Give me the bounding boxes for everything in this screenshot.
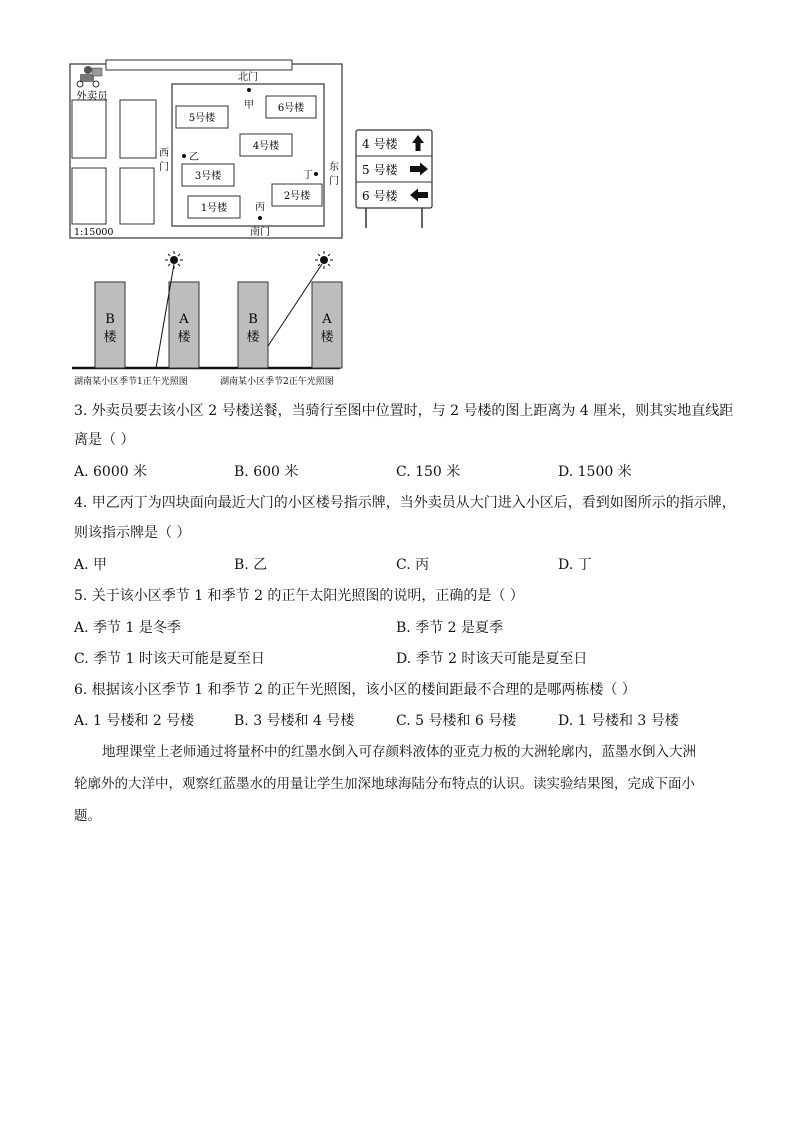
question-6-line-1: 6. 根据该小区季节 1 和季节 2 的正午光照图，该小区的楼间距最不合理的是哪两栋楼（ ） [74,682,636,698]
question-3-line-2: 离是（ ） [74,432,135,448]
sun-icon [165,251,183,269]
signboard-row-3: 6 号楼 [362,189,398,203]
q4-option-d[interactable]: D. 丁 [558,557,592,573]
point-jia-label: 甲 [244,100,254,111]
question-4-line-2: 则该指示牌是（ ） [74,525,191,541]
passage-line-2: 轮廓外的大洋中，观察红蓝墨水的用量让学生加深地球海陆分布特点的认识。读实验结果图，完成下面小 [74,776,695,792]
q5-option-d[interactable]: D. 季节 2 时该天可能是夏至日 [396,651,588,667]
point-jia-dot [247,88,251,92]
point-ding-dot [314,172,318,176]
svg-text:A: A [179,312,189,327]
question-4-line-1: 4. 甲乙丙丁为四块面向最近大门的小区楼号指示牌，当外卖员从大门进入小区后，看到如图所示的指示牌， [74,495,736,511]
north-gate-label: 北门 [238,72,258,83]
season1-caption: 湖南某小区季节1正午光照图 [74,377,188,387]
q3-option-c[interactable]: C. 150 米 [396,464,461,480]
q3-option-a[interactable]: A. 6000 米 [74,464,148,480]
svg-text:A: A [322,312,332,327]
noon-sun-diagrams [68,246,368,392]
passage-line-3: 题。 [74,808,101,824]
signboard-row-2: 5 号楼 [362,163,398,177]
q4-option-a[interactable]: A. 甲 [74,557,108,573]
q6-option-a[interactable]: A. 1 号楼和 2 号楼 [74,713,195,729]
building-3-label: 3号楼 [194,171,222,182]
q6-option-b[interactable]: B. 3 号楼和 4 号楼 [234,713,355,729]
block-left-3 [72,168,106,224]
building-signboard [354,128,434,230]
q6-option-d[interactable]: D. 1 号楼和 3 号楼 [558,713,679,729]
community-map [68,58,346,242]
svg-text:楼: 楼 [246,330,260,345]
q3-option-b[interactable]: B. 600 米 [234,464,299,480]
question-3-line-1: 3. 外卖员要去该小区 2 号楼送餐，当骑行至图中位置时，与 2 号楼的图上距离为 4 厘米，则其实地直线距 [74,403,734,419]
q4-option-c[interactable]: C. 丙 [396,557,430,573]
building-1-label: 1号楼 [200,203,228,214]
west-gate-label-2: 门 [159,162,169,173]
building-4-label: 4号楼 [252,141,280,152]
point-ding-label: 丁 [303,170,313,181]
south-gate-label: 南门 [250,227,270,238]
svg-text:B: B [248,312,258,327]
season2-caption: 湖南某小区季节2正午光照图 [220,377,334,387]
q5-option-a[interactable]: A. 季节 1 是冬季 [74,620,181,636]
east-gate-label-2: 门 [329,176,339,187]
building-5-label: 5号楼 [188,113,216,124]
signboard-row-1: 4 号楼 [362,137,398,151]
building-6-label: 6号楼 [277,103,305,114]
passage [74,736,724,832]
point-yi-label: 乙 [189,152,199,163]
q6-option-c[interactable]: C. 5 号楼和 6 号楼 [396,713,517,729]
svg-text:楼: 楼 [320,330,334,345]
map-scale: 1:15000 [74,227,114,238]
east-gate-label-1: 东 [329,162,339,173]
q5-option-c[interactable]: C. 季节 1 时该天可能是夏至日 [74,651,265,667]
point-yi-dot [182,154,186,158]
question-5-line-1: 5. 关于该小区季节 1 和季节 2 的正午太阳光照图的说明，正确的是（ ） [74,588,524,604]
svg-text:楼: 楼 [103,330,117,345]
q3-option-d[interactable]: D. 1500 米 [558,464,632,480]
sun-icon [315,251,333,269]
point-bing-dot [258,216,262,220]
block-left-1 [72,100,106,158]
courier-label: 外卖员 [76,90,108,102]
q5-option-b[interactable]: B. 季节 2 是夏季 [396,620,503,636]
block-left-4 [120,168,154,224]
building-2-label: 2号楼 [283,191,311,202]
svg-text:楼: 楼 [177,330,191,345]
block-left-2 [120,100,156,158]
q4-option-b[interactable]: B. 乙 [234,557,268,573]
point-bing-label: 丙 [255,202,265,213]
passage-line-1: 地理课堂上老师通过将量杯中的红墨水倒入可存颜料液体的亚克力板的大洲轮廓内，蓝墨水倒入大洲 [102,744,696,760]
svg-text:B: B [105,312,115,327]
west-gate-label-1: 西 [159,148,169,159]
